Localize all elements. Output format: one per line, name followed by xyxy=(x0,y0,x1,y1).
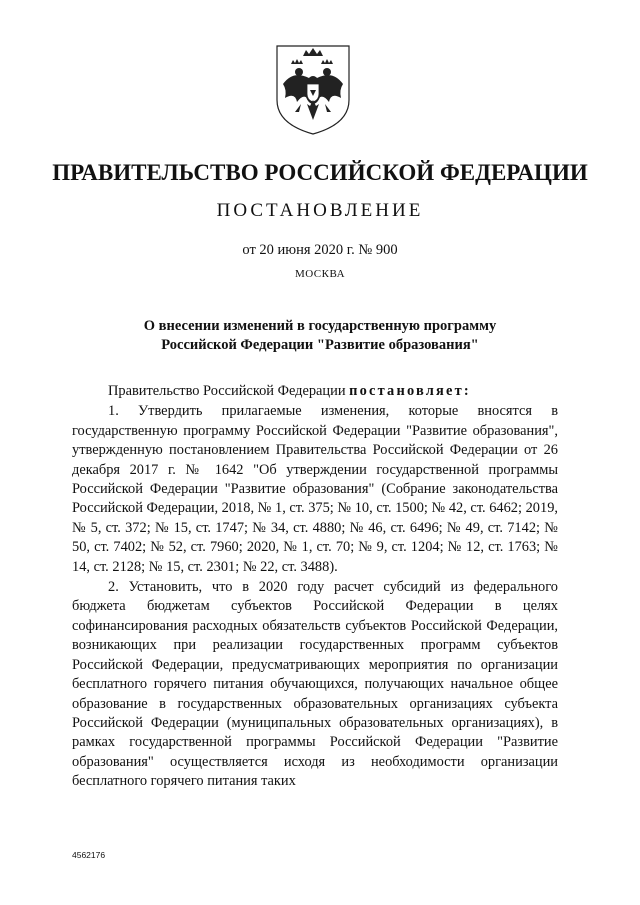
coat-of-arms-icon xyxy=(273,40,353,138)
document-city: МОСКВА xyxy=(294,268,346,280)
intro-decree: постановляет: xyxy=(349,383,471,399)
intro-prefix: Правительство Российской Федерации xyxy=(108,383,350,399)
heading-line-2: Российской Федерации "Развитие образования" xyxy=(161,337,479,353)
paragraph-2: 2. Установить, что в 2020 году расчет субсидий из федерального бюджета бюджетам субъектов Российской Федерации в целях софинансирования расходных обязательств субъектов Российской Федерации, возникающих при реализации государственных программ субъектов Российской Федерации, предусматривающих мероприятия по организации бесплатного горячего питания обучающихся, получающих начальное общее образование в государственных образовательных организациях субъекта Российской Федерации (муниципальных образовательных организациях), в рамках государственной программы Российской Федерации "Развитие образования" осуществляется исходя из необходимости организации бесплатного горячего питания таких xyxy=(72,579,558,790)
document-heading xyxy=(0,317,640,355)
document-type: ПОСТАНОВЛЕНИЕ xyxy=(216,200,424,221)
intro-paragraph xyxy=(72,382,558,401)
paragraph-1: 1. Утвердить прилагаемые изменения, которые вносятся в государственную программу Российской Федерации "Развитие образования", утвержденную постановлением Правительства Российской Федерации от 26 декабря 2017 г. № 1642 "Об утверждении государственной программы Российской Федерации "Развитие образования" (Собрание законодательства Российской Федерации, 2018, № 1, ст. 375; № 10, ст. 1500; № 42, ст. 6462; 2019, № 5, ст. 372; № 15, ст. 1747; № 34, ст. 4880; № 46, ст. 6496; № 49, ст. 7142; № 50, ст. 7402; № 52, ст. 7960; 2020, № 1, ст. 70; № 9, ст. 1204; № 12, ст. 1763; № 14, ст. 2128; № 15, ст. 2301; № 22, ст. 3488). xyxy=(72,403,558,575)
heading-line-1: О внесении изменений в государственную программу xyxy=(143,318,497,334)
government-title: ПРАВИТЕЛЬСТВО РОССИЙСКОЙ ФЕДЕРАЦИИ xyxy=(52,160,588,186)
document-body xyxy=(72,382,558,792)
document-code: 4562176 xyxy=(72,850,106,860)
document-date-number: от 20 июня 2020 г. № 900 xyxy=(242,242,398,258)
